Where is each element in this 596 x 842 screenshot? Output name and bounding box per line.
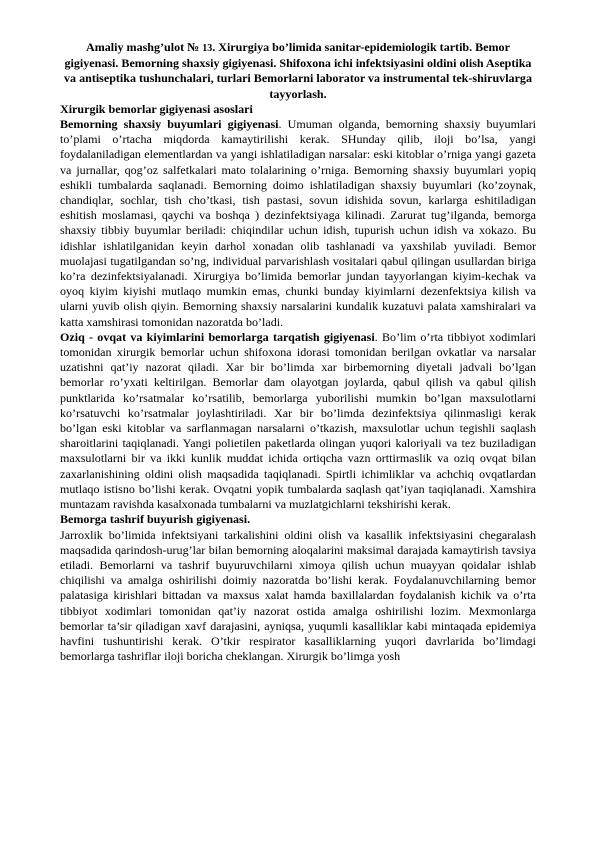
paragraph-lead: Bemorning shaxsiy buyumlari gigiyenasi <box>60 117 279 132</box>
document-title <box>60 40 536 102</box>
paragraph-visit-rules <box>60 528 536 665</box>
paragraph-lead: Bemorga tashrif buyurish gigiyenasi. <box>60 512 251 527</box>
paragraph-food-distribution <box>60 330 536 512</box>
paragraph-lead: Oziq - ovqat va kiyimlarini bemorlarga tarqatish gigiyenasi <box>60 329 375 344</box>
title-rest: . Xirurgiya bo’limida sanitar-epidemiologik tartib. Bemor gigiyenasi. Bemorning shaxsiy gigiyenasi. Shifoxona ichi infektsiyasini oldini olish Aseptika va antiseptika tushunchalari, turlari Bemorlarni laborator va instrumental tek-shiruvlarga tayyorlash. <box>64 40 532 101</box>
title-prefix: Amaliy mashg’ulot № <box>86 40 203 54</box>
title-number: 13 <box>202 43 213 54</box>
paragraph-visit-heading <box>60 512 536 527</box>
paragraph-text: Jarroxlik bo’limida infektsiyani tarkalishini oldini olish va kasallik infektsiyasini chegaralash maqsadida qarindosh-urug’lar bilan bemorning aloqalarini maksimal darajada kamaytirish tavsiya etiladi. Bemorlarni va tashrif buyuruvchilarni ximoya qilish uchun muayyan qoidalar ishlab chiqilishi va amalga oshirilishi doimiy nazoratda bo’lishi kerak. Foydalanuvchilarning bemor palatasiga kirishlari bittadan va maxsus xalat hamda baxillalardan foydalanish kichik va o’rta tibbiyot xodimlari tomonidan qat’iy nazorat ostida amalga oshirilishi lozim. Mexmonlarga bemorlar ta’sir qiladigan xavf darajasini, ayniqsa, yuqumli kasalliklar kabi mintaqada epidemiya havfini tushuntirishi kerak. O’tkir respirator kasalliklarning yuqori davrlarida bo’limdagi bemorlarga tashriflar iloji boricha cheklangan. Xirurgik bo’limga yosh <box>60 527 536 664</box>
paragraph-personal-items <box>60 117 536 330</box>
document-page <box>60 40 536 664</box>
section-heading: Xirurgik bemorlar gigiyenasi asoslari <box>60 101 253 116</box>
paragraph-text: . Bo’lim o’rta tibbiyot xodimlari tomonidan xirurgik bemorlar uchun shifoxona idorasi tomonidan berilgan ovkatlar va narsalar uzatishni qat’iy nazorat qiladi. Xar bir bo’limda xar birbemorning diyetali jadvali bo’lgan bemorlar ro’yxati keltirilgan. Bemorlar dam olayotgan joylarda, qabul qilish va qabul qilish punktlarida ko’rsatmalar ko’rsatilib, bemorlarga yuborilishi mumkin bo’lgan maxsulotlarni ko’rsatuvchi ko’rsatmalar joylashtiriladi. Xar bir bo’limda dezinfektsiya qilinmasligi kerak bo’lgan eski kitoblar va sarflanmagan narsalarni o’tkazish, maxsulotlar uchun tegishli saqlash sharoitlarini taqiqlanadi. Yangi polietilen paketlarda olingan yuqori kaloriyali va tez buziladigan maxsulotlarni bir va ikki kunlik muddat ichida ortiqcha vazn orttirmaslik va oziq ovqat bilan zaxarlanishining oldini olish maqsadida taqiqlanadi. Spirtli ichimliklar va achchiq ovqatlardan mutlaqo istisno bo’lishi kerak. Ovqatni yopik tumbalarda saqlash qat’iyan taqiqlanadi. Xamshira muntazam ravishda kasalxonada tumbalarni va muzlatgichlarni tekshirishi kerak. <box>60 329 536 512</box>
paragraph-text: . Umuman olganda, bemorning shaxsiy buyumlari to’plami o’rtacha miqdorda kamaytirilishi kerak. SHunday qilib, iloji bo’lsa, yangi foydalaniladigan elementlardan va yangi ishlatiladigan narsalar: eski kitoblar o’rniga yangi gazeta va jurnallar, qog’oz salfetkalari mato tolalarining o’rniga. Bemorning shaxsiy buyumlari yopiq eshikli tumbalarda saqlanadi. Bemorning doimo ishlatiladigan shaxsiy buyumlari (ko’zoynak, chandiqlar, sochlar, tish cho’tkasi, tish pastasi, sovun idishida sovun, karlarga eshitiladigan eshitish moslamasi, qaychi va boshqa ) dezinfektsiyaga kilinadi. Zarurat tug’ilganda, bemorga shaxsiy tibbiy buyumlar beriladi: chiqindilar uchun idish, tupurish uchun idish va xokazo. Bu idishlar ishlatilganidan keyin darhol xonadan olib tashlanadi va yaxshilab yuviladi. Bemor muolajasi tugatilgandan so’ng, individual parvarishlash vositalari qabul qilingan usullardan biriga ko’ra dezinfektsiyalanadi. Xirurgiya bo’limida bemorlar jundan tayyorlangan kiyim-kechak va oyoq kiyim kiyishi mutlaqo mumkin emas, chunki bunday kiyimlarni dezenfektsiya kilish va ularni yuvib olish qiyin. Bemorning shaxsiy narsalarini kundalik kuzatuvi palata xamshiralari va katta xamshirasi tomonidan nazoratda bo’ladi. <box>60 117 536 329</box>
